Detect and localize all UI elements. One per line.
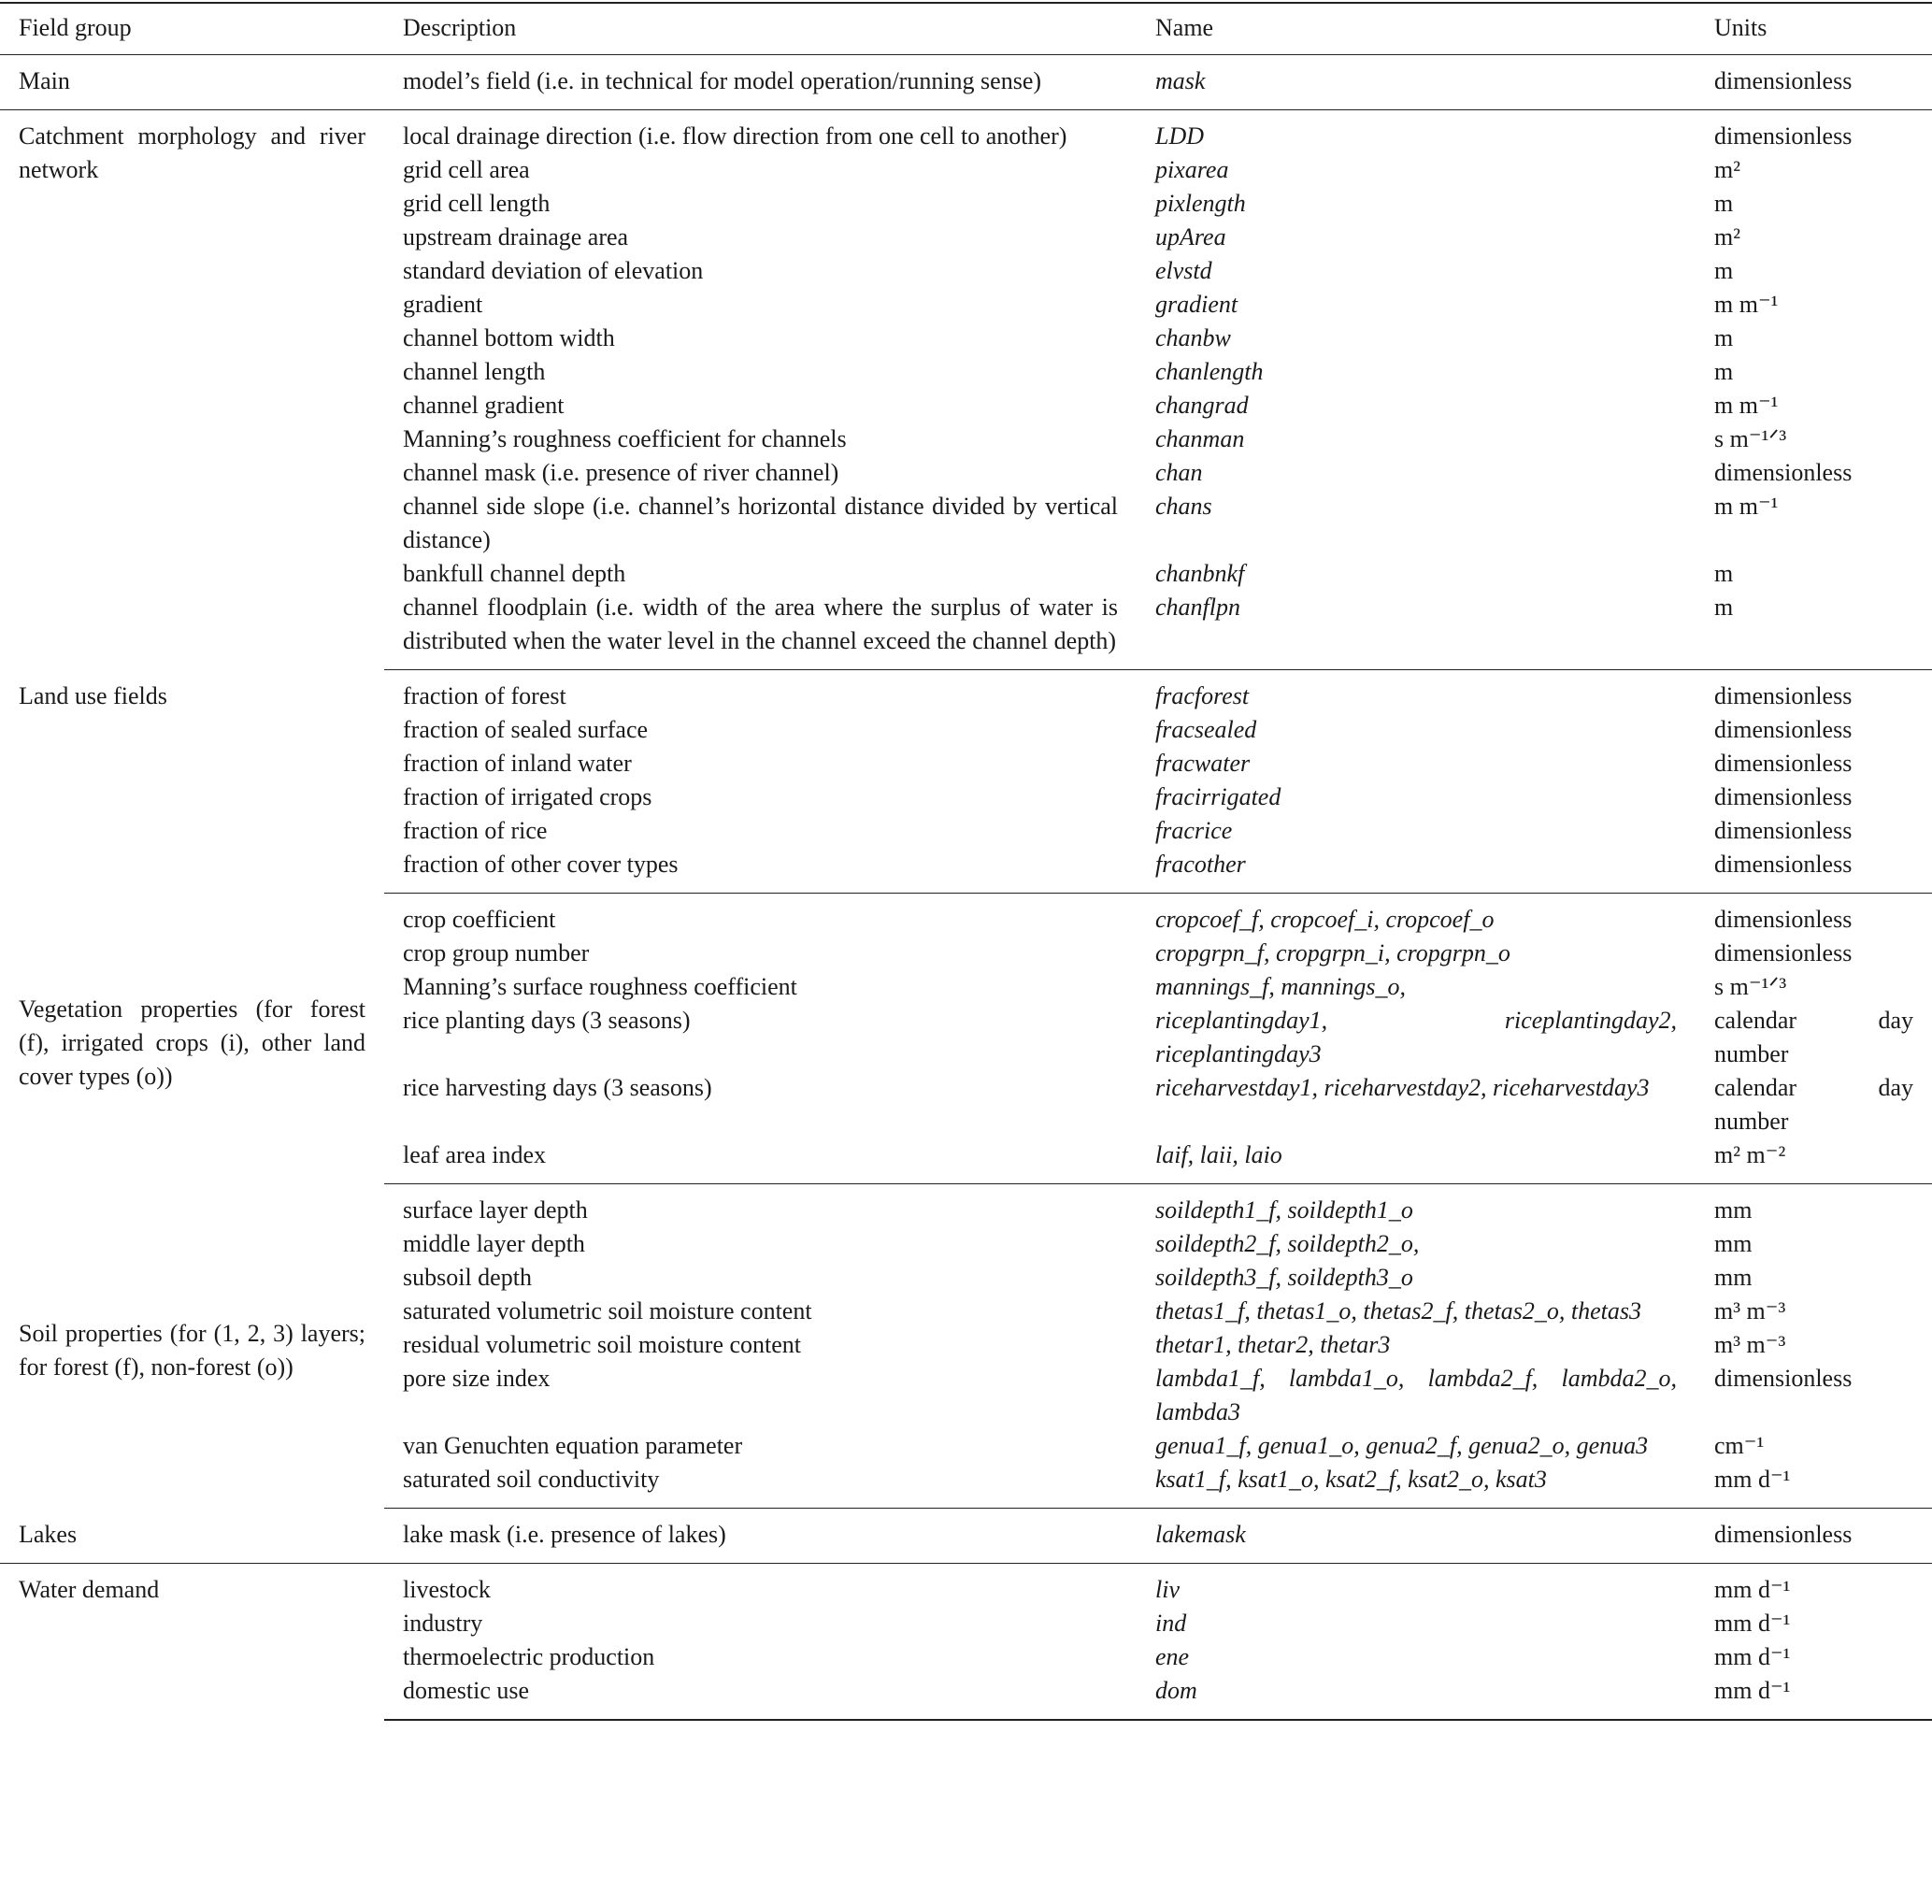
field-description: bankfull channel depth bbox=[403, 560, 626, 587]
table-row bbox=[0, 1184, 1932, 1228]
field-description: fraction of irrigated crops bbox=[403, 783, 652, 810]
field-group-label: Soil properties (for (1, 2, 3) layers; for forest (f), non-forest (o)) bbox=[19, 1320, 365, 1381]
field-name: cropgrpn_f, cropgrpn_i, cropgrpn_o bbox=[1155, 939, 1510, 966]
field-description: livestock bbox=[403, 1576, 491, 1603]
field-description: gradient bbox=[403, 291, 483, 318]
field-name: chanbnkf bbox=[1155, 560, 1245, 587]
field-units: m² bbox=[1714, 156, 1741, 183]
field-name: chan bbox=[1155, 459, 1203, 486]
field-units: m m⁻¹ bbox=[1714, 493, 1779, 520]
field-description: saturated volumetric soil moisture content bbox=[403, 1297, 812, 1324]
field-name: lakemask bbox=[1137, 1509, 1696, 1564]
field-units: dimensionless bbox=[1714, 906, 1853, 933]
field-description: Manning’s roughness coefficient for channels bbox=[403, 425, 847, 452]
field-description: thermoelectric production bbox=[403, 1643, 655, 1670]
field-units: mm d⁻¹ bbox=[1714, 1576, 1791, 1603]
header-row bbox=[0, 3, 1932, 55]
field-name: pixarea bbox=[1155, 156, 1229, 183]
field-units: s m⁻¹ᐟ³ bbox=[1714, 425, 1787, 452]
field-description: middle layer depth bbox=[403, 1230, 585, 1257]
table-row bbox=[0, 55, 1932, 110]
field-description: local drainage direction (i.e. flow direction from one cell to another) bbox=[403, 122, 1067, 150]
field-units: dimensionless bbox=[1714, 750, 1853, 777]
field-name: riceplantingday1, riceplantingday2, riceplantingday3 bbox=[1155, 1007, 1677, 1067]
table-row bbox=[0, 670, 1932, 714]
field-description: crop coefficient bbox=[403, 906, 556, 933]
field-units: m bbox=[1714, 560, 1734, 587]
field-units: dimensionless bbox=[1714, 459, 1853, 486]
field-description: fraction of inland water bbox=[403, 750, 632, 777]
field-name: upArea bbox=[1155, 223, 1226, 251]
field-description: Manning’s surface roughness coefficient bbox=[403, 973, 797, 1000]
field-units: dimensionless bbox=[1714, 716, 1853, 743]
field-table bbox=[0, 2, 1932, 1721]
field-units: m³ m⁻³ bbox=[1714, 1297, 1786, 1324]
field-units: m m⁻¹ bbox=[1714, 392, 1779, 419]
field-description: channel gradient bbox=[403, 392, 565, 419]
field-group-label: Land use fields bbox=[19, 681, 167, 709]
field-description: leaf area index bbox=[384, 1138, 1137, 1184]
field-units: mm d⁻¹ bbox=[1696, 1463, 1932, 1509]
field-name: elvstd bbox=[1155, 257, 1212, 284]
field-description: channel side slope (i.e. channel’s horizontal distance divided by vertical distance) bbox=[403, 493, 1118, 553]
field-name: fracirrigated bbox=[1155, 783, 1281, 810]
field-description: fraction of other cover types bbox=[384, 848, 1137, 894]
field-description: rice planting days (3 seasons) bbox=[403, 1007, 691, 1034]
table-row bbox=[0, 1509, 1932, 1564]
field-name: cropcoef_f, cropcoef_i, cropcoef_o bbox=[1155, 906, 1495, 933]
field-units: m² bbox=[1714, 223, 1741, 251]
field-units: dimensionless bbox=[1696, 848, 1932, 894]
field-name: laif, laii, laio bbox=[1137, 1138, 1696, 1184]
field-name: mask bbox=[1137, 55, 1696, 110]
field-name: chanlength bbox=[1155, 358, 1264, 385]
field-units: mm bbox=[1714, 1264, 1753, 1291]
field-description: rice harvesting days (3 seasons) bbox=[403, 1074, 712, 1101]
field-description: van Genuchten equation parameter bbox=[403, 1432, 743, 1459]
field-name: fracsealed bbox=[1155, 716, 1257, 743]
field-units: m bbox=[1714, 257, 1734, 284]
field-name: ksat1_f, ksat1_o, ksat2_f, ksat2_o, ksat3 bbox=[1137, 1463, 1696, 1509]
field-units: dimensionless bbox=[1714, 682, 1853, 709]
field-units: mm d⁻¹ bbox=[1696, 1674, 1932, 1720]
field-units: mm d⁻¹ bbox=[1714, 1610, 1791, 1637]
field-units: s m⁻¹ᐟ³ bbox=[1714, 973, 1787, 1000]
field-description: channel length bbox=[403, 358, 546, 385]
header-field-group: Field group bbox=[0, 3, 384, 55]
field-group-label: Vegetation properties (for forest (f), irrigated crops (i), other land cover types (o)) bbox=[19, 995, 365, 1090]
field-name: mannings_f, mannings_o, bbox=[1155, 973, 1406, 1000]
field-description: lake mask (i.e. presence of lakes) bbox=[384, 1509, 1137, 1564]
field-name: soildepth2_f, soildepth2_o, bbox=[1155, 1230, 1420, 1257]
field-units: m³ m⁻³ bbox=[1714, 1331, 1786, 1358]
field-description: channel bottom width bbox=[403, 324, 615, 351]
field-units: dimensionless bbox=[1714, 1365, 1853, 1392]
field-name: soildepth1_f, soildepth1_o bbox=[1155, 1196, 1413, 1224]
field-description: standard deviation of elevation bbox=[403, 257, 704, 284]
field-name: dom bbox=[1137, 1674, 1696, 1720]
field-group-label: Catchment morphology and river network bbox=[19, 122, 365, 183]
field-description: industry bbox=[403, 1610, 483, 1637]
field-units: dimensionless bbox=[1714, 817, 1853, 844]
header-description: Description bbox=[384, 3, 1137, 55]
field-description: subsoil depth bbox=[403, 1264, 532, 1291]
field-name: lambda1_f, lambda1_o, lambda2_f, lambda2_o, lambda3 bbox=[1155, 1365, 1677, 1425]
field-units: calendar day number bbox=[1714, 1074, 1913, 1135]
field-description: channel mask (i.e. presence of river channel) bbox=[403, 459, 839, 486]
field-group-label: Lakes bbox=[0, 1509, 384, 1564]
field-name: genua1_f, genua1_o, genua2_f, genua2_o, genua3 bbox=[1155, 1432, 1649, 1459]
field-units: dimensionless bbox=[1714, 122, 1853, 150]
field-description: fraction of rice bbox=[403, 817, 548, 844]
header-units: Units bbox=[1696, 3, 1932, 55]
field-name: liv bbox=[1155, 1576, 1180, 1603]
field-name: fracrice bbox=[1155, 817, 1233, 844]
field-name: ene bbox=[1155, 1643, 1190, 1670]
field-name: pixlength bbox=[1155, 190, 1246, 217]
field-units: dimensionless bbox=[1696, 55, 1932, 110]
field-description: upstream drainage area bbox=[403, 223, 629, 251]
field-name: soildepth3_f, soildepth3_o bbox=[1155, 1264, 1413, 1291]
field-description: fraction of forest bbox=[403, 682, 566, 709]
field-description: residual volumetric soil moisture content bbox=[403, 1331, 802, 1358]
field-units: dimensionless bbox=[1714, 939, 1853, 966]
field-description: model’s field (i.e. in technical for model operation/running sense) bbox=[384, 55, 1137, 110]
field-name: fracwater bbox=[1155, 750, 1251, 777]
table-row bbox=[0, 1564, 1932, 1608]
field-description: fraction of sealed surface bbox=[403, 716, 649, 743]
field-description: pore size index bbox=[403, 1365, 551, 1392]
table-row bbox=[0, 110, 1932, 154]
field-units: m bbox=[1714, 324, 1734, 351]
field-name: LDD bbox=[1155, 122, 1205, 150]
field-units: mm bbox=[1714, 1230, 1753, 1257]
field-name: ind bbox=[1155, 1610, 1187, 1637]
field-name: thetas1_f, thetas1_o, thetas2_f, thetas2_o, thetas3 bbox=[1155, 1297, 1641, 1324]
field-description: saturated soil conductivity bbox=[384, 1463, 1137, 1509]
field-units: mm d⁻¹ bbox=[1714, 1643, 1791, 1670]
field-units: dimensionless bbox=[1696, 1509, 1932, 1564]
field-description: domestic use bbox=[384, 1674, 1137, 1720]
field-units: dimensionless bbox=[1714, 783, 1853, 810]
field-name: chans bbox=[1155, 493, 1212, 520]
field-name: changrad bbox=[1155, 392, 1249, 419]
field-description: channel floodplain (i.e. width of the area where the surplus of water is distributed when the water level in the channel exceed the channel depth) bbox=[384, 591, 1137, 670]
field-units: calendar day number bbox=[1714, 1007, 1913, 1067]
field-units: cm⁻¹ bbox=[1714, 1432, 1765, 1459]
field-name: fracforest bbox=[1155, 682, 1250, 709]
field-description: surface layer depth bbox=[403, 1196, 588, 1224]
field-description: crop group number bbox=[403, 939, 590, 966]
field-name: gradient bbox=[1155, 291, 1238, 318]
field-description: grid cell area bbox=[403, 156, 530, 183]
field-name: riceharvestday1, riceharvestday2, riceharvestday3 bbox=[1155, 1074, 1650, 1101]
field-name: chanman bbox=[1155, 425, 1245, 452]
field-units: m² m⁻² bbox=[1696, 1138, 1932, 1184]
field-units: m bbox=[1696, 591, 1932, 670]
field-group-label: Main bbox=[0, 55, 384, 110]
header-name: Name bbox=[1137, 3, 1696, 55]
field-name: fracother bbox=[1137, 848, 1696, 894]
field-units: m bbox=[1714, 190, 1734, 217]
table-row bbox=[0, 894, 1932, 938]
field-units: mm bbox=[1714, 1196, 1753, 1224]
field-units: m bbox=[1714, 358, 1734, 385]
field-name: thetar1, thetar2, thetar3 bbox=[1155, 1331, 1391, 1358]
field-units: m m⁻¹ bbox=[1714, 291, 1779, 318]
field-name: chanbw bbox=[1155, 324, 1231, 351]
field-description: grid cell length bbox=[403, 190, 551, 217]
field-name: chanflpn bbox=[1137, 591, 1696, 670]
table-body bbox=[0, 55, 1932, 1721]
field-group-label: Water demand bbox=[19, 1576, 160, 1603]
